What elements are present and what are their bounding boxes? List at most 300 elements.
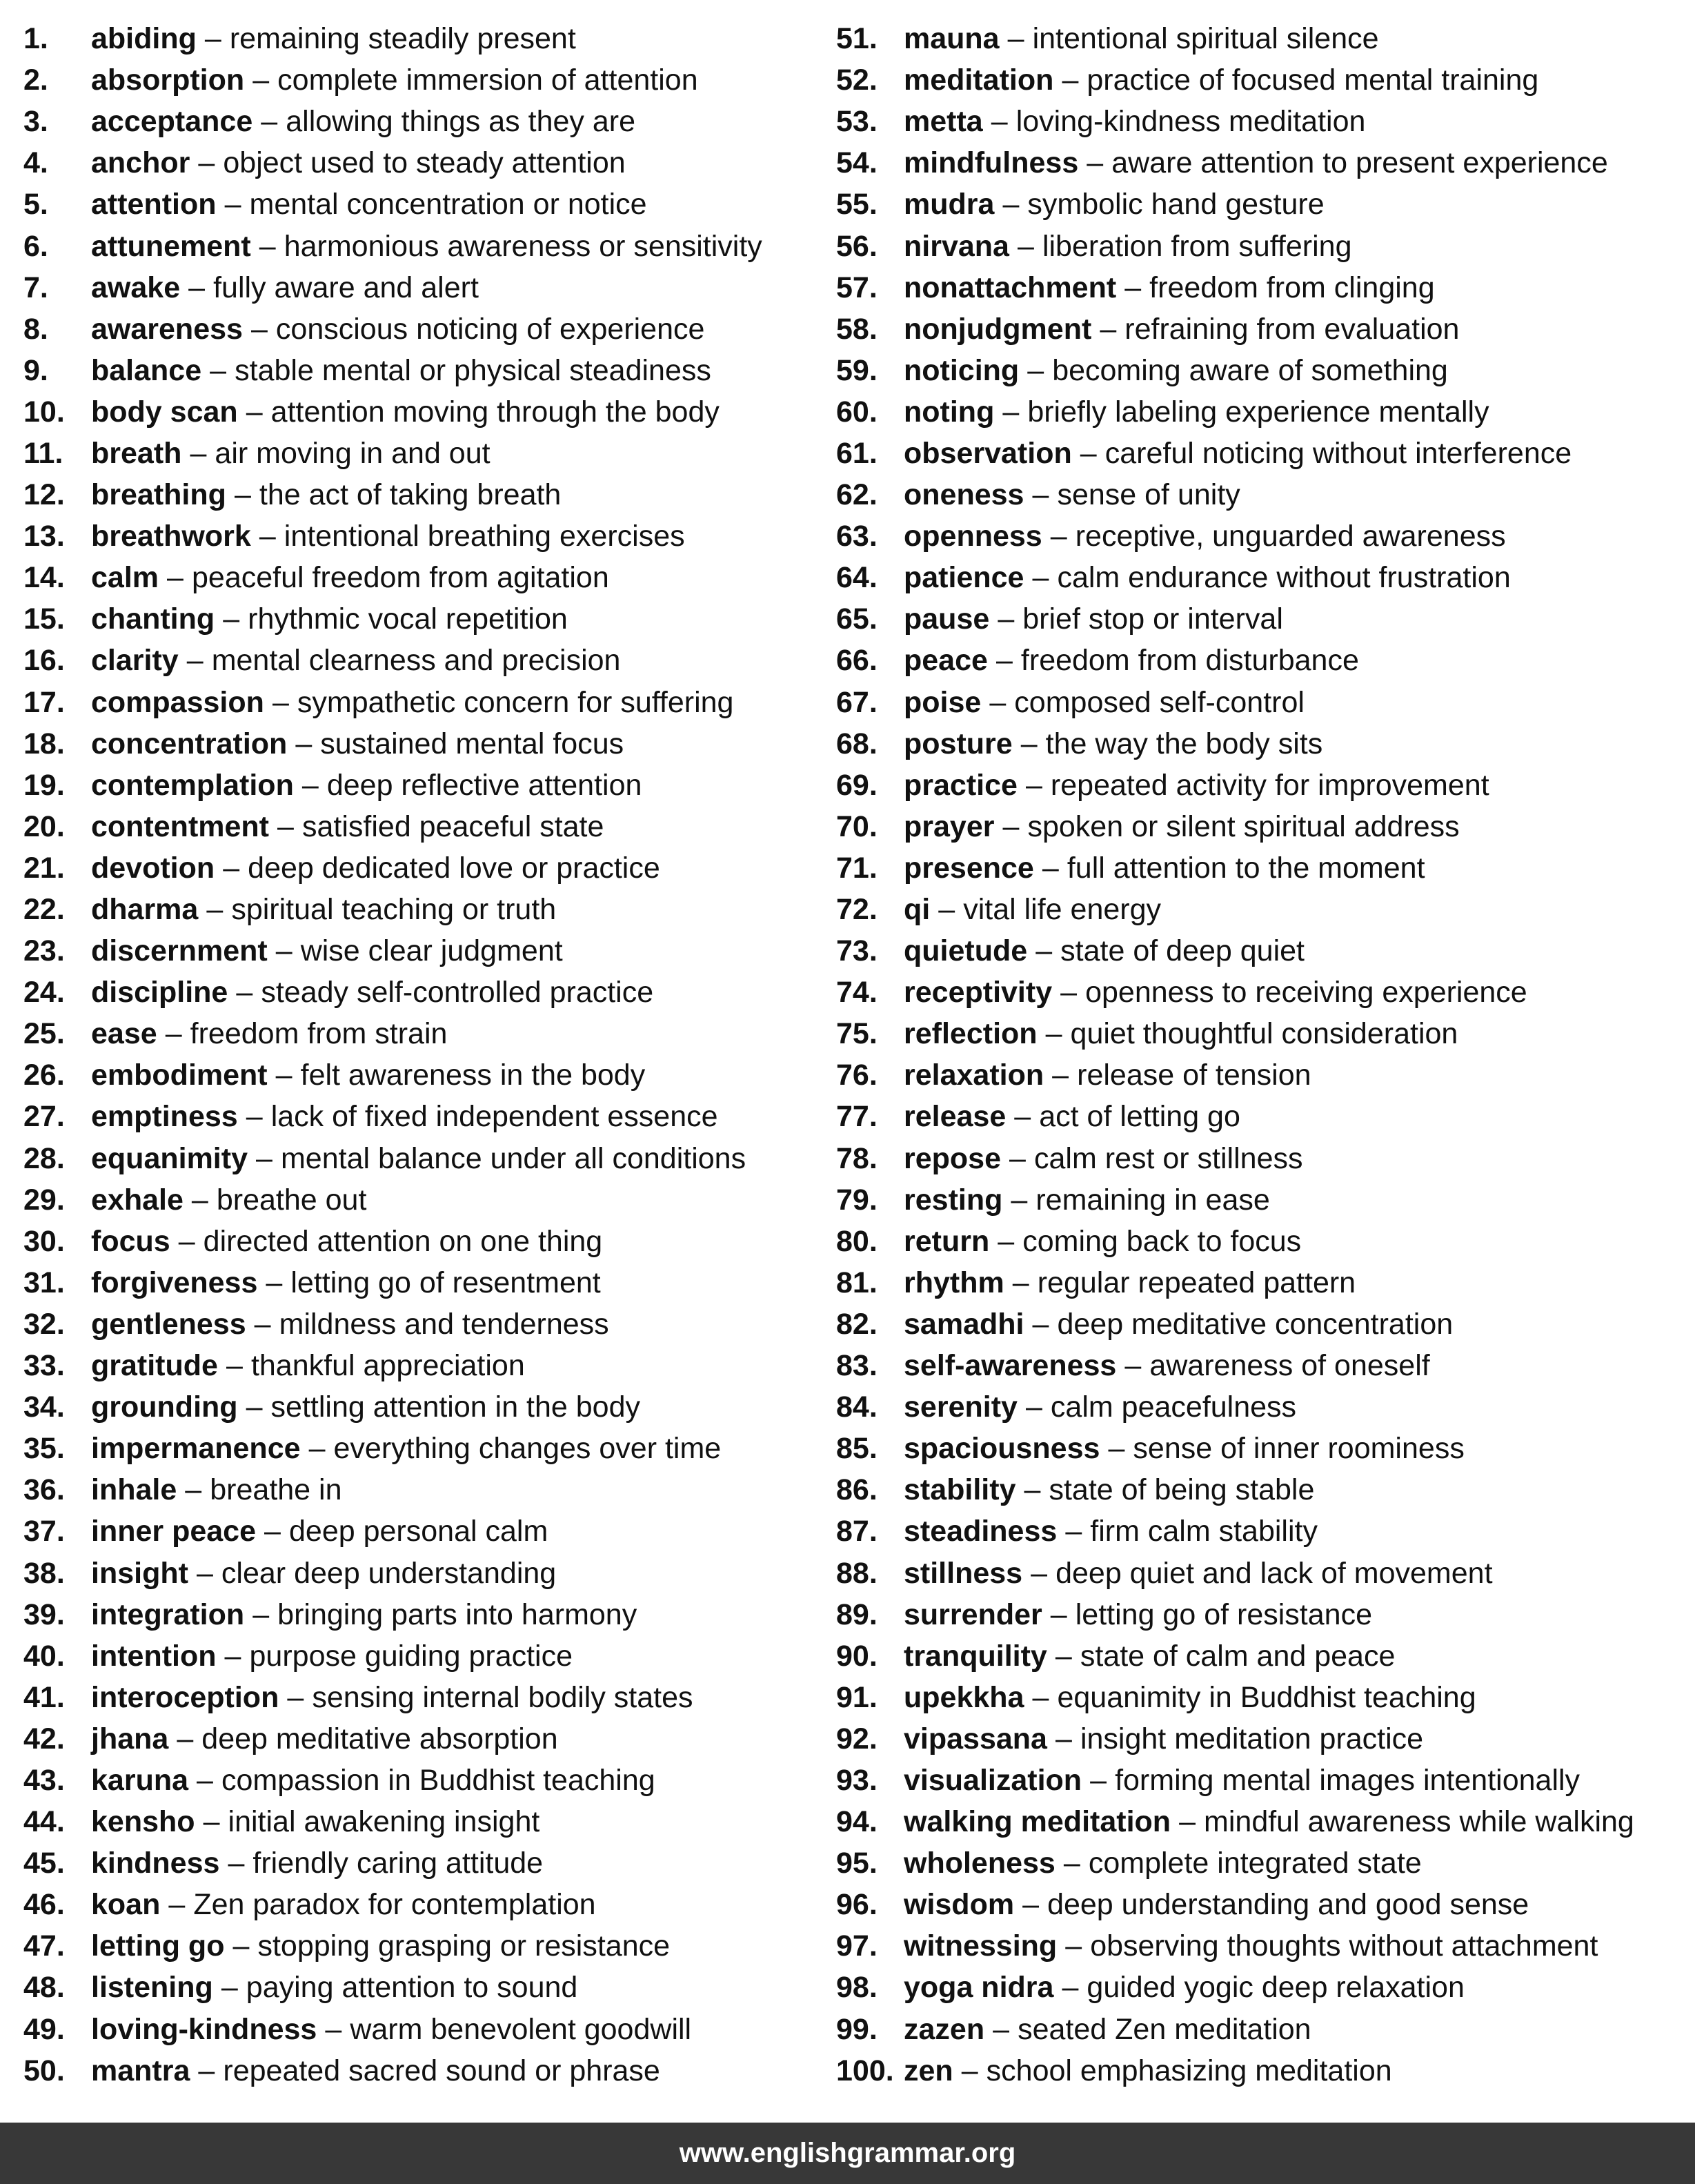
item-term: spaciousness [904, 1432, 1100, 1466]
list-item [23, 184, 817, 225]
item-number: 51. [836, 22, 878, 56]
list-item [23, 391, 817, 433]
list-item [836, 1262, 1692, 1303]
item-definition: steady self-controlled practice [261, 976, 654, 1010]
list-item [836, 765, 1692, 806]
item-definition: fully aware and alert [213, 270, 479, 304]
item-definition: briefly labeling experience mentally [1027, 395, 1489, 429]
item-term: witnessing [904, 1929, 1058, 1963]
item-separator: – [165, 1017, 182, 1051]
item-definition: wise clear judgment [300, 934, 563, 968]
item-definition: mental clearness and precision [211, 644, 621, 678]
item-definition: spiritual teaching or truth [231, 893, 557, 927]
item-term: posture [904, 727, 1013, 760]
item-definition: compassion in Buddhist teaching [221, 1763, 655, 1797]
item-term: metta [904, 105, 983, 139]
item-number: 61. [836, 436, 878, 470]
item-number: 6. [23, 229, 48, 263]
item-term: attention [91, 188, 217, 222]
item-number: 72. [836, 893, 878, 927]
item-number: 5. [23, 188, 48, 222]
list-item [836, 267, 1692, 308]
item-number: 93. [836, 1763, 878, 1797]
item-definition: spoken or silent spiritual address [1027, 809, 1460, 843]
item-separator: – [1050, 1597, 1067, 1631]
item-term: upekkha [904, 1680, 1024, 1714]
item-number: 11. [23, 436, 63, 470]
item-separator: – [1032, 561, 1049, 595]
item-term: wisdom [904, 1888, 1015, 1922]
item-number: 46. [23, 1888, 65, 1922]
item-separator: – [259, 229, 276, 263]
list-item [23, 1262, 817, 1303]
item-definition: loving-kindness meditation [1015, 105, 1366, 139]
item-separator: – [1032, 1307, 1049, 1341]
item-term: wholeness [904, 1847, 1055, 1880]
item-number: 38. [23, 1556, 65, 1590]
item-definition: careful noticing without interference [1104, 436, 1572, 470]
item-term: absorption [91, 63, 245, 97]
item-definition: mildness and tenderness [279, 1307, 609, 1341]
item-definition: object used to steady attention [223, 146, 626, 180]
item-number: 59. [836, 353, 878, 387]
item-definition: deep meditative absorption [201, 1722, 558, 1755]
list-item [836, 1013, 1692, 1054]
item-number: 37. [23, 1515, 65, 1548]
item-separator: – [1060, 976, 1078, 1010]
item-number: 47. [23, 1929, 65, 1963]
list-item [836, 474, 1692, 515]
item-definition: repeated activity for improvement [1050, 768, 1489, 802]
list-item [836, 1221, 1692, 1262]
list-item [23, 1054, 817, 1096]
item-separator: – [308, 1432, 326, 1466]
item-number: 16. [23, 644, 65, 678]
item-definition: composed self-control [1014, 685, 1305, 719]
item-separator: – [1002, 395, 1020, 429]
item-number: 52. [836, 63, 878, 97]
item-number: 24. [23, 976, 65, 1010]
item-number: 96. [836, 1888, 878, 1922]
item-definition: school emphasizing meditation [986, 2054, 1392, 2087]
item-separator: – [226, 1349, 243, 1383]
item-term: receptivity [904, 976, 1053, 1010]
item-definition: symbolic hand gesture [1027, 188, 1325, 222]
item-definition: stable mental or physical steadiness [235, 353, 711, 387]
item-definition: breathe in [210, 1473, 342, 1507]
item-number: 68. [836, 727, 878, 760]
item-separator: – [190, 436, 207, 470]
item-separator: – [1018, 229, 1034, 263]
item-number: 75. [836, 1017, 878, 1051]
item-term: koan [91, 1888, 161, 1922]
item-definition: complete immersion of attention [277, 63, 698, 97]
item-separator: – [223, 851, 240, 885]
item-term: exhale [91, 1183, 184, 1217]
item-definition: intentional breathing exercises [284, 520, 685, 553]
item-number: 90. [836, 1639, 878, 1673]
item-separator: – [1062, 63, 1079, 97]
item-separator: – [1032, 1680, 1049, 1714]
item-separator: – [1020, 727, 1038, 760]
item-definition: brief stop or interval [1022, 602, 1283, 636]
item-term: stability [904, 1473, 1016, 1507]
list-item [23, 1552, 817, 1593]
item-number: 40. [23, 1639, 65, 1673]
item-number: 63. [836, 520, 878, 553]
item-term: inhale [91, 1473, 177, 1507]
list-item [23, 972, 817, 1013]
list-item [23, 1760, 817, 1801]
list-item [23, 640, 817, 681]
item-number: 87. [836, 1515, 878, 1548]
list-item [836, 1303, 1692, 1345]
list-item [836, 350, 1692, 391]
item-definition: deep quiet and lack of movement [1055, 1556, 1493, 1590]
list-item [836, 1925, 1692, 1967]
item-separator: – [228, 1847, 245, 1880]
list-item [23, 1967, 817, 2008]
item-definition: intentional spiritual silence [1032, 22, 1379, 56]
item-number: 7. [23, 270, 48, 304]
item-term: loving-kindness [91, 2012, 317, 2046]
item-definition: letting go of resistance [1075, 1597, 1372, 1631]
item-separator: – [259, 520, 276, 553]
item-separator: – [178, 1224, 195, 1258]
item-number: 78. [836, 1141, 878, 1175]
list-item [23, 101, 817, 142]
item-definition: sympathetic concern for suffering [297, 685, 734, 719]
item-separator: – [1025, 1390, 1042, 1424]
item-definition: attention moving through the body [270, 395, 720, 429]
item-term: ease [91, 1017, 157, 1051]
list-item [836, 308, 1692, 350]
item-definition: deep understanding and good sense [1047, 1888, 1529, 1922]
item-separator: – [1012, 1266, 1029, 1299]
item-separator: – [167, 561, 184, 595]
item-definition: freedom from clinging [1149, 270, 1435, 304]
item-term: breathwork [91, 520, 251, 553]
item-separator: – [998, 1224, 1015, 1258]
item-number: 69. [836, 768, 878, 802]
item-separator: – [191, 1183, 208, 1217]
list-item [23, 1138, 817, 1179]
item-number: 57. [836, 270, 878, 304]
list-item [836, 1594, 1692, 1635]
item-separator: – [1002, 188, 1020, 222]
item-definition: becoming aware of something [1052, 353, 1448, 387]
item-definition: insight meditation practice [1080, 1722, 1424, 1755]
item-definition: harmonious awareness or sensitivity [284, 229, 762, 263]
item-separator: – [287, 1680, 304, 1714]
item-number: 23. [23, 934, 65, 968]
item-term: awake [91, 270, 181, 304]
list-item [23, 889, 817, 930]
item-separator: – [236, 976, 253, 1010]
list-item [836, 640, 1692, 681]
item-definition: air moving in and out [215, 436, 490, 470]
item-definition: stopping grasping or resistance [257, 1929, 671, 1963]
item-term: concentration [91, 727, 288, 760]
item-definition: freedom from disturbance [1020, 644, 1359, 678]
item-number: 42. [23, 1722, 65, 1755]
list-item [836, 142, 1692, 184]
item-number: 64. [836, 561, 878, 595]
item-definition: purpose guiding practice [249, 1639, 573, 1673]
list-item [23, 433, 817, 474]
item-separator: – [989, 685, 1007, 719]
item-term: tranquility [904, 1639, 1047, 1673]
item-term: balance [91, 353, 202, 387]
item-definition: firm calm stability [1090, 1515, 1318, 1548]
item-number: 85. [836, 1432, 878, 1466]
item-separator: – [252, 1597, 270, 1631]
list-item [836, 723, 1692, 765]
item-definition: thankful appreciation [250, 1349, 525, 1383]
list-item [23, 1594, 817, 1635]
item-separator: – [1032, 478, 1049, 512]
item-number: 44. [23, 1805, 65, 1839]
item-definition: mental concentration or notice [249, 188, 647, 222]
item-definition: deep meditative concentration [1057, 1307, 1454, 1341]
item-term: discernment [91, 934, 268, 968]
item-separator: – [1007, 22, 1024, 56]
footer-website-link[interactable]: www.englishgrammar.org [679, 2138, 1016, 2168]
item-number: 33. [23, 1349, 65, 1383]
item-definition: full attention to the moment [1067, 851, 1425, 885]
item-number: 32. [23, 1307, 65, 1341]
item-separator: – [206, 893, 224, 927]
item-definition: practice of focused mental training [1087, 63, 1539, 97]
list-item [836, 972, 1692, 1013]
item-definition: release of tension [1077, 1059, 1311, 1092]
list-item [23, 1221, 817, 1262]
list-item [836, 1677, 1692, 1718]
list-item [836, 1718, 1692, 1760]
item-number: 4. [23, 146, 48, 180]
item-number: 91. [836, 1680, 878, 1714]
item-definition: seated Zen meditation [1018, 2012, 1311, 2046]
item-separator: – [1022, 1888, 1040, 1922]
item-term: vipassana [904, 1722, 1047, 1755]
item-term: presence [904, 851, 1034, 885]
item-number: 20. [23, 809, 65, 843]
item-definition: act of letting go [1039, 1100, 1240, 1134]
item-term: karuna [91, 1763, 189, 1797]
item-term: grounding [91, 1390, 238, 1424]
list-item [836, 1138, 1692, 1179]
list-item [836, 1096, 1692, 1137]
item-separator: – [1108, 1432, 1125, 1466]
item-separator: – [197, 1763, 213, 1797]
list-item [23, 2050, 817, 2092]
item-separator: – [210, 353, 227, 387]
list-item [23, 474, 817, 515]
item-number: 65. [836, 602, 878, 636]
list-item [23, 930, 817, 972]
list-item [836, 598, 1692, 640]
item-term: self-awareness [904, 1349, 1117, 1383]
item-term: oneness [904, 478, 1024, 512]
item-number: 36. [23, 1473, 65, 1507]
word-list-column-left [23, 18, 817, 2092]
item-definition: peaceful freedom from agitation [192, 561, 609, 595]
list-item [23, 1511, 817, 1552]
list-item [23, 1179, 817, 1221]
item-separator: – [266, 1266, 283, 1299]
item-number: 35. [23, 1432, 65, 1466]
item-number: 50. [23, 2054, 65, 2087]
list-item [23, 1386, 817, 1428]
item-number: 95. [836, 1847, 878, 1880]
list-item [23, 1718, 817, 1760]
item-term: meditation [904, 63, 1054, 97]
item-term: return [904, 1224, 990, 1258]
item-separator: – [232, 1929, 250, 1963]
item-separator: – [1002, 809, 1020, 843]
item-definition: the way the body sits [1045, 727, 1323, 760]
item-number: 79. [836, 1183, 878, 1217]
item-separator: – [1124, 1349, 1142, 1383]
item-number: 54. [836, 146, 878, 180]
list-item [23, 557, 817, 598]
item-term: mantra [91, 2054, 190, 2087]
list-item [836, 2050, 1692, 2092]
item-definition: clear deep understanding [221, 1556, 557, 1590]
list-item [23, 682, 817, 723]
item-separator: – [264, 1515, 281, 1548]
list-item [836, 1345, 1692, 1386]
list-item [836, 101, 1692, 142]
item-separator: – [272, 685, 289, 719]
item-separator: – [1050, 520, 1067, 553]
list-item [836, 557, 1692, 598]
item-separator: – [1065, 1515, 1082, 1548]
item-separator: – [277, 809, 294, 843]
list-item [836, 1511, 1692, 1552]
item-separator: – [961, 2054, 978, 2087]
list-item [23, 267, 817, 308]
item-separator: – [256, 1141, 272, 1175]
item-separator: – [198, 2054, 215, 2087]
item-term: listening [91, 1971, 213, 2005]
item-number: 19. [23, 768, 65, 802]
item-separator: – [938, 893, 955, 927]
item-number: 21. [23, 851, 65, 885]
list-item [836, 1801, 1692, 1842]
item-number: 12. [23, 478, 65, 512]
item-term: mauna [904, 22, 1000, 56]
item-term: intention [91, 1639, 217, 1673]
item-separator: – [177, 1722, 194, 1755]
item-number: 27. [23, 1100, 65, 1134]
item-definition: coming back to focus [1022, 1224, 1302, 1258]
item-term: walking meditation [904, 1805, 1171, 1839]
item-definition: state of being stable [1049, 1473, 1315, 1507]
item-number: 88. [836, 1556, 878, 1590]
item-separator: – [1024, 1473, 1041, 1507]
item-term: relaxation [904, 1059, 1044, 1092]
item-definition: state of deep quiet [1060, 934, 1305, 968]
item-definition: initial awakening insight [228, 1805, 540, 1839]
list-item [836, 1760, 1692, 1801]
item-number: 60. [836, 395, 878, 429]
list-item [836, 847, 1692, 889]
item-term: discipline [91, 976, 228, 1010]
item-number: 98. [836, 1971, 878, 2005]
item-term: reflection [904, 1017, 1038, 1051]
item-number: 17. [23, 685, 65, 719]
list-item [23, 59, 817, 101]
list-item [23, 1884, 817, 1925]
list-item [836, 391, 1692, 433]
item-definition: deep dedicated love or practice [248, 851, 660, 885]
list-item [836, 515, 1692, 557]
item-definition: receptive, unguarded awareness [1075, 520, 1506, 553]
item-term: gratitude [91, 1349, 218, 1383]
list-item [836, 1884, 1692, 1925]
word-list [0, 18, 1695, 2095]
item-separator: – [275, 1059, 293, 1092]
item-separator: – [1052, 1059, 1069, 1092]
item-term: body scan [91, 395, 238, 429]
item-term: gentleness [91, 1307, 246, 1341]
item-definition: sense of inner roominess [1133, 1432, 1465, 1466]
item-term: rhythm [904, 1266, 1004, 1299]
item-separator: – [301, 768, 319, 802]
item-term: noting [904, 395, 995, 429]
list-item [836, 184, 1692, 225]
item-separator: – [196, 1556, 213, 1590]
list-item [836, 1552, 1692, 1593]
item-separator: – [1179, 1805, 1196, 1839]
item-number: 13. [23, 520, 65, 553]
item-separator: – [224, 188, 241, 222]
list-item [836, 2009, 1692, 2050]
item-term: contentment [91, 809, 269, 843]
list-item [23, 350, 817, 391]
item-definition: repeated sacred sound or phrase [223, 2054, 660, 2087]
item-definition: vital life energy [963, 893, 1162, 927]
list-item [23, 142, 817, 184]
item-term: pause [904, 602, 990, 636]
list-item [836, 1635, 1692, 1677]
item-number: 41. [23, 1680, 65, 1714]
item-definition: lack of fixed independent essence [270, 1100, 718, 1134]
item-number: 89. [836, 1597, 878, 1631]
item-separator: – [1080, 436, 1097, 470]
item-definition: mindful awareness while walking [1204, 1805, 1634, 1839]
item-separator: – [203, 1805, 220, 1839]
item-term: noticing [904, 353, 1020, 387]
item-term: observation [904, 436, 1072, 470]
item-definition: rhythmic vocal repetition [248, 602, 568, 636]
item-term: samadhi [904, 1307, 1024, 1341]
item-definition: deep reflective attention [326, 768, 642, 802]
item-separator: – [188, 270, 206, 304]
item-separator: – [246, 395, 263, 429]
item-separator: – [246, 1100, 263, 1134]
item-separator: – [223, 602, 240, 636]
item-separator: – [221, 1971, 238, 2005]
item-term: breath [91, 436, 182, 470]
item-term: nonattachment [904, 270, 1117, 304]
item-definition: equanimity in Buddhist teaching [1057, 1680, 1476, 1714]
list-item [23, 847, 817, 889]
list-item [23, 308, 817, 350]
item-definition: directed attention on one thing [203, 1224, 603, 1258]
item-separator: – [275, 934, 293, 968]
